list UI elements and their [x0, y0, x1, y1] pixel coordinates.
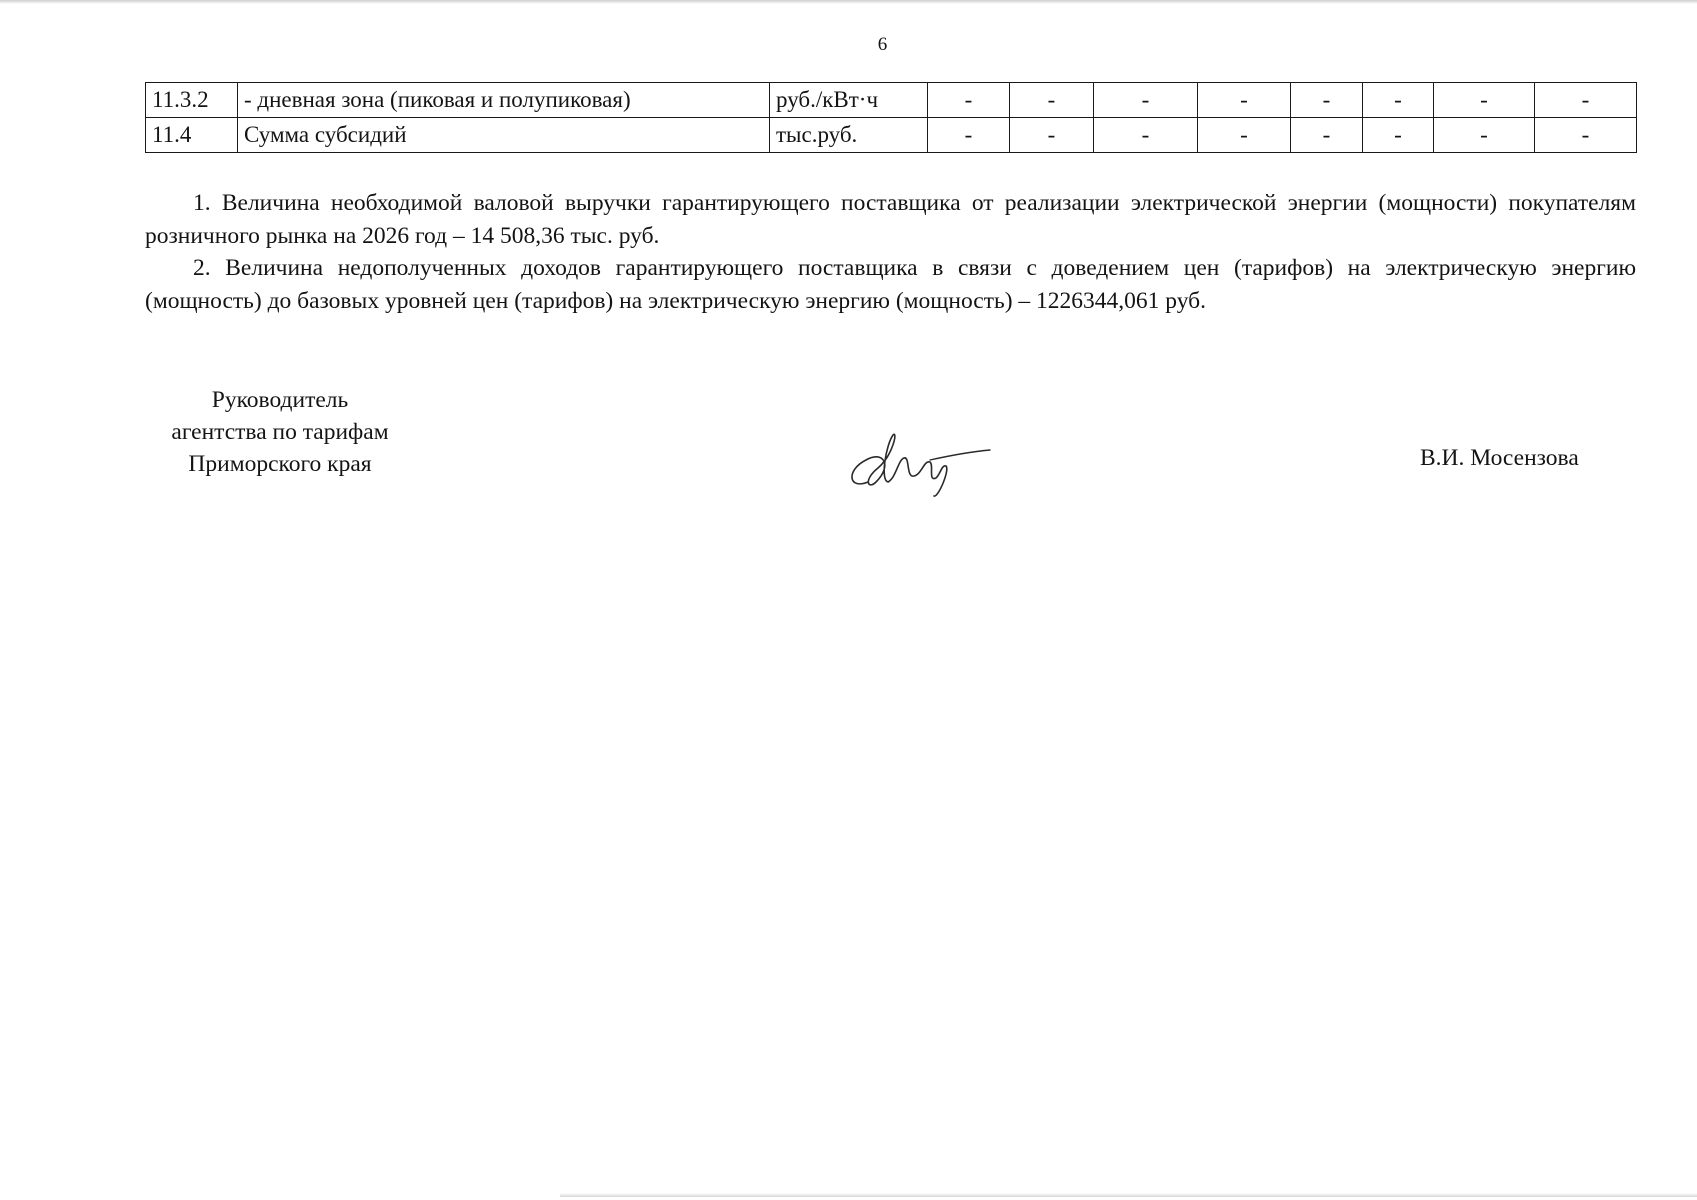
- row-value: -: [1363, 118, 1434, 153]
- handwritten-signature: [838, 420, 993, 500]
- row-value: -: [1535, 118, 1637, 153]
- signatory-name: В.И. Мосензова: [1420, 445, 1579, 471]
- paragraph-gross-revenue: 1. Величина необходимой валовой выручки гарантирующего поставщика от реализации электрической энергии (мощности) покупателям розничного рынка на 2026 год – 14 508,36 тыс. руб.: [145, 190, 1636, 249]
- signatory-title-line: Приморского края: [188, 451, 372, 477]
- row-value: -: [1094, 83, 1198, 118]
- row-value: -: [1010, 83, 1094, 118]
- row-value: -: [1094, 118, 1198, 153]
- row-value: -: [1291, 83, 1363, 118]
- scan-edge-bottom: [560, 1193, 1697, 1197]
- row-number: 11.3.2: [146, 83, 238, 118]
- row-value: -: [1535, 83, 1637, 118]
- table-row: [146, 118, 1637, 153]
- signatory-title-line: Руководитель: [211, 387, 349, 413]
- row-value: -: [1434, 83, 1535, 118]
- page-number: 6: [877, 34, 888, 55]
- row-unit: тыс.руб.: [770, 118, 928, 153]
- signatory-title-line: агентства по тарифам: [171, 419, 389, 445]
- row-value: -: [928, 118, 1010, 153]
- row-value: -: [928, 83, 1010, 118]
- row-unit: руб./кВт·ч: [770, 83, 928, 118]
- row-name: Сумма субсидий: [238, 118, 770, 153]
- row-value: -: [1363, 83, 1434, 118]
- row-value: -: [1198, 118, 1291, 153]
- row-number: 11.4: [146, 118, 238, 153]
- row-value: -: [1434, 118, 1535, 153]
- row-value: -: [1010, 118, 1094, 153]
- row-value: -: [1198, 83, 1291, 118]
- table-row: [146, 83, 1637, 118]
- row-name: - дневная зона (пиковая и полупиковая): [238, 83, 770, 118]
- signatory-title: [120, 384, 440, 480]
- row-value: -: [1291, 118, 1363, 153]
- tariff-table: [145, 82, 1637, 153]
- paragraph-lost-income: 2. Величина недополученных доходов гарантирующего поставщика в связи с доведением цен (тарифов) на электрическую энергию (мощность) до базовых уровней цен (тарифов) на электрическую энергию (мощность) – 1226344,061 руб.: [145, 255, 1636, 314]
- scan-edge-top: [0, 0, 1697, 4]
